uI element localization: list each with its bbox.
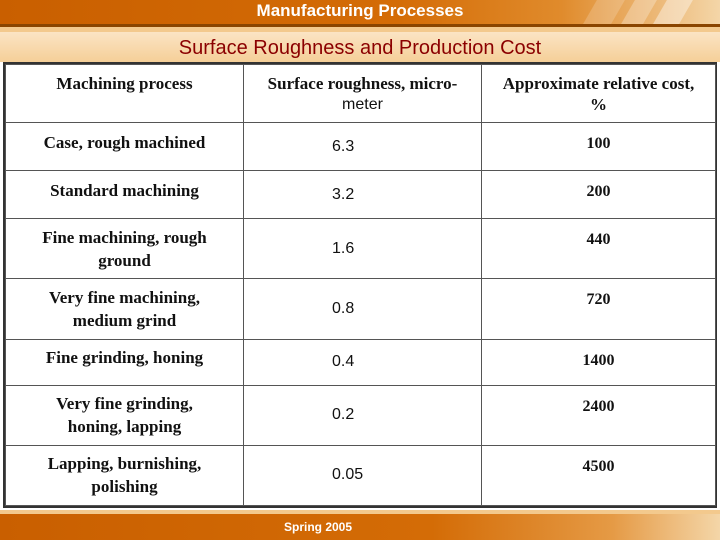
footer-date: Spring 2005 — [284, 520, 353, 534]
roughness-cell: 0.4 — [244, 339, 482, 385]
cost-cell: 200 — [482, 171, 716, 219]
column-header-roughness: Surface roughness, micro- meter — [244, 65, 482, 123]
column-header-process: Machining process — [6, 65, 244, 123]
table-row — [6, 445, 716, 505]
roughness-cell: 1.6 — [244, 219, 482, 279]
cost-cell: 440 — [482, 219, 716, 279]
table-row — [6, 279, 716, 339]
process-cell: Lapping, burnishing, polishing — [6, 445, 244, 505]
header-bar — [0, 0, 720, 24]
process-cell: Fine machining, rough ground — [6, 219, 244, 279]
roughness-cell: 0.2 — [244, 385, 482, 445]
table-row — [6, 123, 716, 171]
cost-cell: 1400 — [482, 339, 716, 385]
table-row — [6, 339, 716, 385]
table-row — [6, 171, 716, 219]
process-cell: Very fine machining, medium grind — [6, 279, 244, 339]
slide-header-title: Manufacturing Processes — [256, 1, 464, 20]
slide-subtitle: Surface Roughness and Production Cost — [178, 37, 542, 59]
cost-cell: 2400 — [482, 385, 716, 445]
cost-cell: 100 — [482, 123, 716, 171]
roughness-cell: 3.2 — [244, 171, 482, 219]
cost-cell: 4500 — [482, 445, 716, 505]
table-row — [6, 219, 716, 279]
footer-bar — [0, 514, 720, 540]
process-cell: Case, rough machined — [6, 123, 244, 171]
data-table — [5, 64, 716, 506]
process-cell: Standard machining — [6, 171, 244, 219]
column-header-cost: Approximate relative cost, % — [482, 65, 716, 123]
process-cell: Fine grinding, honing — [6, 339, 244, 385]
process-cell: Very fine grinding, honing, lapping — [6, 385, 244, 445]
cost-cell: 720 — [482, 279, 716, 339]
table-row — [6, 385, 716, 445]
roughness-cost-table — [3, 62, 717, 508]
roughness-cell: 0.8 — [244, 279, 482, 339]
roughness-cell: 6.3 — [244, 123, 482, 171]
roughness-cell: 0.05 — [244, 445, 482, 505]
table-header-row — [6, 65, 716, 123]
